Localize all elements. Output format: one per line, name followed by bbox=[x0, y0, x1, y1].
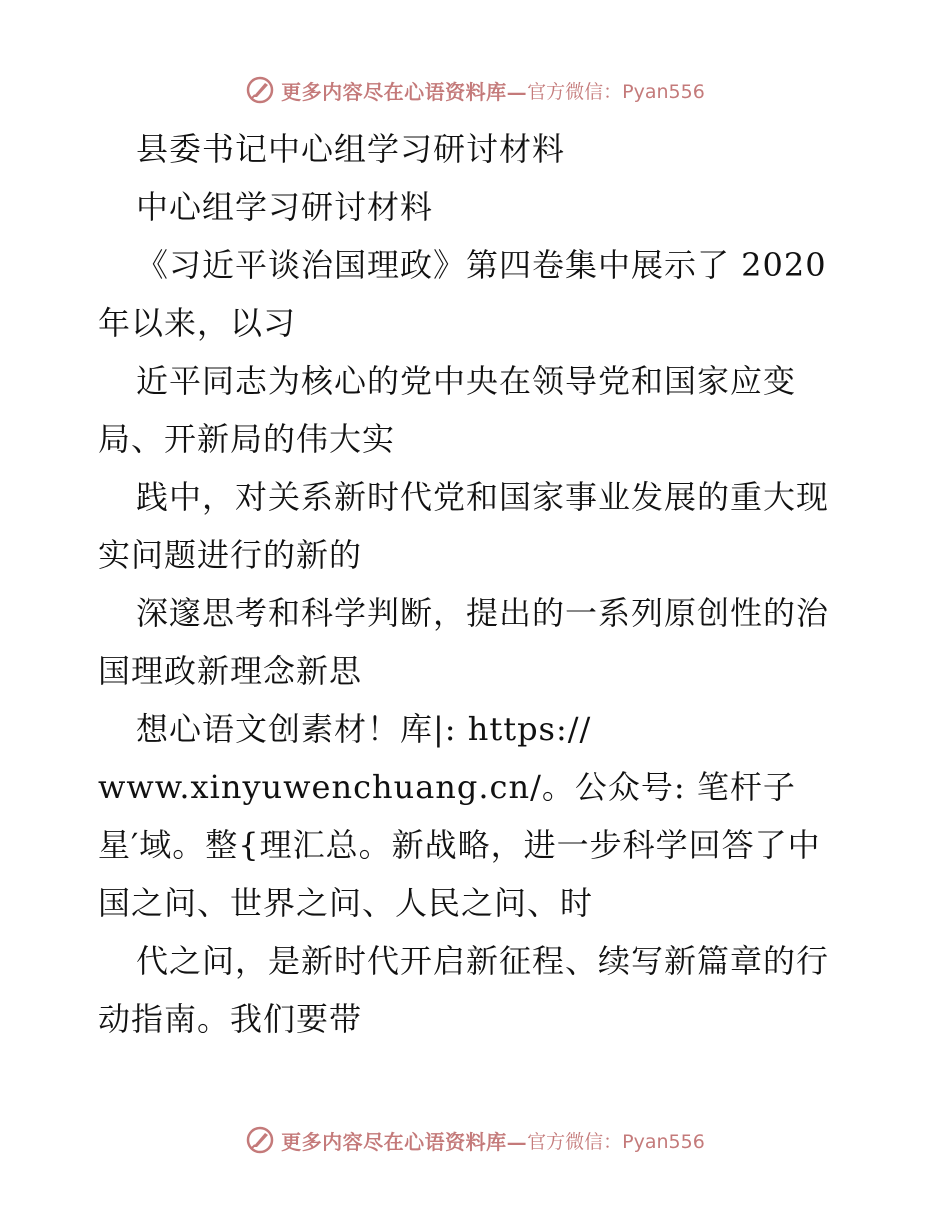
quill-pen-logo-icon bbox=[245, 75, 275, 105]
document-line: 国之问、世界之问、人民之问、时 bbox=[98, 884, 594, 922]
document-body bbox=[98, 120, 878, 1048]
banner-contact: 官方微信：Pyan556 bbox=[527, 1130, 705, 1153]
document-line: 局、开新局的伟大实 bbox=[98, 420, 396, 458]
header-banner bbox=[0, 70, 950, 110]
footer-banner bbox=[0, 1120, 950, 1160]
document-line: 近平同志为核心的党中央在领导党和国家应变 bbox=[136, 362, 797, 400]
quill-pen-logo-icon bbox=[245, 1125, 275, 1155]
document-line: 代之问，是新时代开启新征程、续写新篇章的行 bbox=[136, 942, 830, 980]
banner-contact: 官方微信：Pyan556 bbox=[527, 80, 705, 103]
document-line: 实问题进行的新的 bbox=[98, 536, 363, 574]
document-line: 《习近平谈治国理政》第四卷集中展示了 2020 bbox=[136, 246, 827, 284]
document-line: 想心语文创素材！库|: https:// bbox=[136, 710, 592, 748]
document-line: 星′域。整{理汇总。新战略，进一步科学回答了中 bbox=[98, 826, 821, 864]
document-line: www.xinyuwenchuang.cn/。公众号: 笔杆子 bbox=[98, 768, 796, 806]
document-line: 动指南。我们要带 bbox=[98, 1000, 363, 1038]
document-line: 县委书记中心组学习研讨材料 bbox=[136, 130, 566, 168]
document-line: 中心组学习研讨材料 bbox=[136, 188, 434, 226]
banner-text: 更多内容尽在心语资料库— bbox=[281, 1129, 528, 1154]
document-line: 深邃思考和科学判断，提出的一系列原创性的治 bbox=[136, 594, 830, 632]
banner-text: 更多内容尽在心语资料库— bbox=[281, 79, 528, 104]
document-line: 践中，对关系新时代党和国家事业发展的重大现 bbox=[136, 478, 830, 516]
document-line: 国理政新理念新思 bbox=[98, 652, 363, 690]
document-line: 年以来，以习 bbox=[98, 304, 297, 342]
